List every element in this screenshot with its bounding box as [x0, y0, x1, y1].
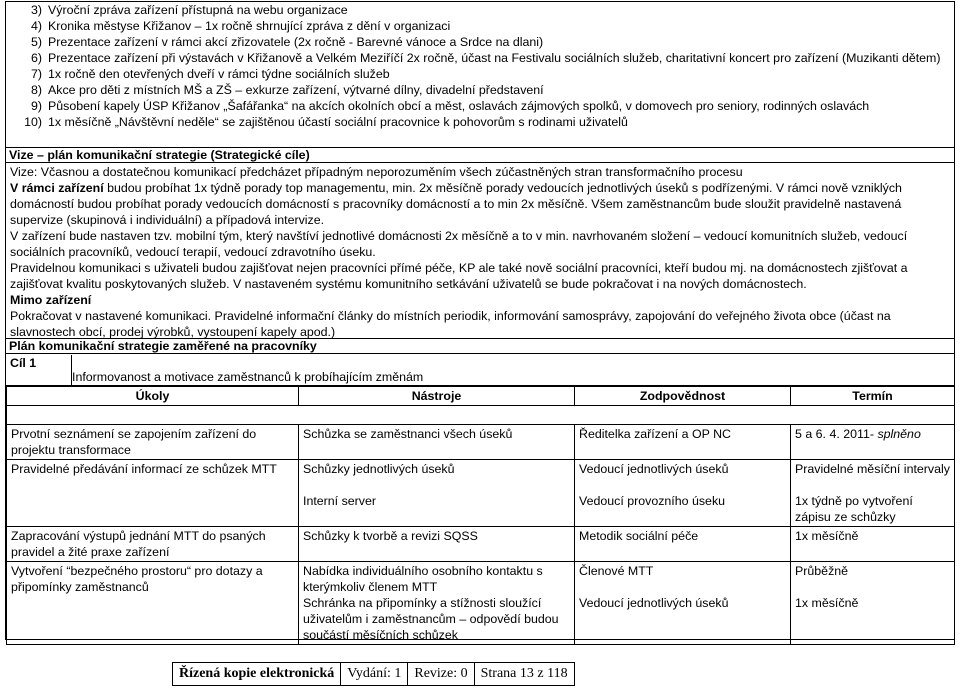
list-item: 4) Kronika městyse Křižanov – 1x ročně shrnující zpráva z dění v organizaci [30, 19, 451, 33]
table-row: Vytvoření “bezpečného prostoru“ pro dotazy a připomínky zaměstnanců Nabídka individuálního osobního kontaktu s kterýmkoliv členem MTT Schránka na připomínky a stížnosti sloužící uživatelům i zaměstnancům – odpovědí budou součástí měsíčních schůzek Členové MTT Vedoucí jednotlivých úseků Průběžně 1x měsíčně [7, 562, 955, 645]
table-row: Prvotní seznámení se zapojením zařízení do projektu transformace Schůzka se zaměstnanci všech úseků Ředitelka zařízení a OP NC 5 a 6. 4. 2011- splněno [7, 425, 955, 460]
list-item: 8) Akce pro děti z místních MŠ a ZŠ – exkurze zařízení, výtvarné dílny, divadelní představení [30, 83, 544, 97]
section-heading-staff: Plán komunikační strategie zaměřené na pracovníky [6, 338, 954, 354]
vision-mobile-team: V zařízení bude nastaven tzv. mobilní tým, který navštíví jednotlivé domácnosti 2x měsíčně a to v min. navrhovaném složení – vedoucí komunitních služeb, vedoucí sociálních pracovníků, vedoucí terapií, vedoucí zdravotního úseku. [10, 229, 908, 259]
section-heading-vision: Vize – plán komunikační strategie (Strategické cíle) [6, 147, 954, 163]
table-row: Zapracování výstupů jednání MTT do psaných pravidel a žité praxe zařízení Schůzky k tvorbě a revizi SQSS Metodik sociální péče 1x měsíčně [7, 527, 955, 562]
list-item: 7) 1x ročně den otevřených dveří v rámci týdne sociálních služeb [30, 67, 390, 81]
header-tasks: Úkoly [7, 387, 299, 406]
footer-document-type: Řízená kopie elektronická [173, 663, 341, 686]
list-item: 10) 1x měsíčně „Návštěvní neděle“ se zajištěnou účastí sociální pracovnice k pohovorům s rodinami uživatelů [24, 115, 628, 129]
communication-list [6, 2, 954, 130]
footer-page-number: Strana 13 z 118 [474, 663, 574, 686]
goal-row [6, 355, 954, 386]
header-term: Termín [791, 387, 955, 406]
list-item: 5) Prezentace zařízení v rámci akcí zřizovatele (2x ročně - Barevné vánoce a Srdce na dlani) [30, 35, 544, 49]
list-item: 3) Výroční zpráva zařízení přístupná na webu organizace [30, 3, 348, 17]
page-footer [172, 662, 575, 686]
list-item: 9) Působení kapely ÚSP Křižanov „Šafářanka“ na akcích okolních obcí a měst, oslavách zájmových spolků, v domovech pro seniory, rodinných oslavách [30, 99, 870, 113]
vision-statement: Vize: Včasnou a dostatečnou komunikací předcházet případným neporozuměním všech zúčastněných stran transformačního procesu [10, 165, 743, 179]
goal-label: Cíl 1 [6, 355, 72, 385]
table-spacer [7, 406, 955, 425]
vision-users: Pravidelnou komunikaci s uživateli budou zajišťovat nejen pracovníci přímé péče, KP ale také nově sociální pracovníci, kteří budou mj. na domácnostech zjišťovat a zajišťovat kvalitu poskytovaných služeb. V nastaveném systému komunitního setkávání uživatelů se bude pokračovat i na nových domácnostech. [10, 261, 908, 291]
vision-external-heading: Mimo zařízení [10, 293, 92, 307]
tasks-table [6, 386, 955, 645]
vision-internal: V rámci zařízení budou probíhat 1x týdně porady top managementu, min. 2x měsíčně porady vedoucích jednotlivých úseků s podřízenými. V rámci nově vzniklých domácností budou probíhat porady vedoucích domácností s pracovníky domácností a to min 2x měsíčně. Všem zaměstnancům bude sloužit pravidelně nastavená supervize (skupinová i individuální) a případová intervize. [10, 181, 902, 227]
goal-text: Informovanost a motivace zaměstnanců k probíhajícím změnám [72, 370, 424, 384]
table-row: Pravidelné předávání informací ze schůzek MTT Schůzky jednotlivých úseků Interní server Vedoucí jednotlivých úseků Vedoucí provozního úseku Pravidelné měsíční intervaly 1x týdně po vytvoření zápisu ze schůzky [7, 460, 955, 527]
table-header-row [7, 387, 955, 406]
vision-external: Pokračovat v nastavené komunikaci. Pravidelné informační články do místních periodik, informování samosprávy, zapojování do veřejného života obce (účast na slavnostech obcí, prodej výrobků, vystoupení kapely apod.) [10, 309, 891, 339]
vision-text [10, 164, 950, 340]
list-item: 6) Prezentace zařízení při výstavách v Křižanově a Velkém Meziříčí 2x ročně, účast na Festivalu sociálních služeb, charitativní koncert pro zařízení (Muzikanti dětem) [30, 51, 941, 65]
footer-issue: Vydání: 1 [341, 663, 408, 686]
footer-revision: Revize: 0 [408, 663, 474, 686]
header-responsibility: Zodpovědnost [575, 387, 791, 406]
header-tools: Nástroje [299, 387, 575, 406]
